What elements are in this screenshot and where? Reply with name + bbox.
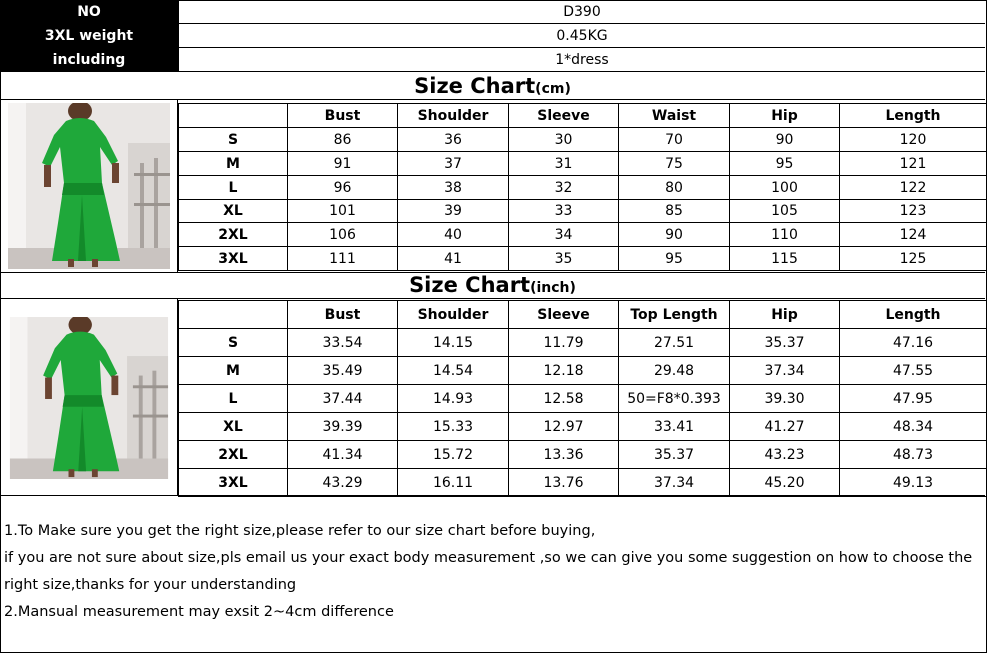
table-cell: 90 <box>730 128 840 152</box>
info-row-weight <box>0 24 985 48</box>
inch-size-table <box>178 300 987 497</box>
header-cell <box>179 301 288 329</box>
table-cell: 120 <box>840 128 987 152</box>
table-cell: 50=F8*0.393 <box>619 385 730 413</box>
table-cell: 15.33 <box>398 413 509 441</box>
table-header-row <box>179 104 987 128</box>
table-row <box>179 385 987 413</box>
size-label: L <box>179 385 288 413</box>
header-cell: Sleeve <box>509 301 619 329</box>
table-cell: 14.54 <box>398 357 509 385</box>
header-cell: Bust <box>288 301 398 329</box>
table-cell: 121 <box>840 152 987 176</box>
table-row <box>179 128 987 152</box>
size-label: L <box>179 176 288 200</box>
model-green-dress-photo-icon <box>8 103 170 269</box>
table-row <box>179 176 987 200</box>
info-label: including <box>0 48 178 72</box>
table-cell: 43.29 <box>288 469 398 497</box>
table-cell: 41.27 <box>730 413 840 441</box>
table-cell: 111 <box>288 247 398 271</box>
table-header-row <box>179 301 987 329</box>
table-cell: 75 <box>619 152 730 176</box>
table-row <box>179 469 987 497</box>
table-cell: 122 <box>840 176 987 200</box>
info-value: 0.45KG <box>178 24 985 48</box>
table-cell: 91 <box>288 152 398 176</box>
chart-title-text: Size Chart <box>409 273 531 297</box>
header-cell: Waist <box>619 104 730 128</box>
table-cell: 39.39 <box>288 413 398 441</box>
table-cell: 90 <box>619 223 730 247</box>
table-cell: 123 <box>840 200 987 223</box>
table-cell: 33.41 <box>619 413 730 441</box>
table-cell: 12.58 <box>509 385 619 413</box>
table-cell: 48.73 <box>840 441 987 469</box>
table-cell: 124 <box>840 223 987 247</box>
table-cell: 27.51 <box>619 329 730 357</box>
info-value: D390 <box>178 0 985 24</box>
table-cell: 31 <box>509 152 619 176</box>
header-cell: Sleeve <box>509 104 619 128</box>
table-cell: 106 <box>288 223 398 247</box>
model-green-dress-photo-icon <box>8 317 170 479</box>
cm-size-table <box>178 103 987 271</box>
table-cell: 40 <box>398 223 509 247</box>
size-label: 2XL <box>179 441 288 469</box>
table-cell: 95 <box>619 247 730 271</box>
table-cell: 13.76 <box>509 469 619 497</box>
table-cell: 86 <box>288 128 398 152</box>
table-cell: 12.18 <box>509 357 619 385</box>
header-cell: Hip <box>730 104 840 128</box>
header-cell <box>179 104 288 128</box>
table-cell: 70 <box>619 128 730 152</box>
info-label: NO <box>0 0 178 24</box>
cm-chart-title <box>0 73 985 100</box>
table-cell: 110 <box>730 223 840 247</box>
table-cell: 35.37 <box>730 329 840 357</box>
note-line: right size,thanks for your understanding <box>4 577 297 593</box>
table-row <box>179 357 987 385</box>
table-cell: 95 <box>730 152 840 176</box>
inch-chart-title <box>0 272 985 299</box>
size-label: 3XL <box>179 247 288 271</box>
size-label: S <box>179 128 288 152</box>
table-cell: 41 <box>398 247 509 271</box>
header-cell: Top Length <box>619 301 730 329</box>
header-cell: Shoulder <box>398 301 509 329</box>
table-cell: 15.72 <box>398 441 509 469</box>
size-label: S <box>179 329 288 357</box>
table-cell: 37 <box>398 152 509 176</box>
table-cell: 49.13 <box>840 469 987 497</box>
table-cell: 47.95 <box>840 385 987 413</box>
table-cell: 85 <box>619 200 730 223</box>
header-cell: Bust <box>288 104 398 128</box>
table-cell: 41.34 <box>288 441 398 469</box>
size-label: M <box>179 152 288 176</box>
chart-title-text: Size Chart <box>414 74 536 98</box>
table-cell: 37.44 <box>288 385 398 413</box>
table-cell: 33.54 <box>288 329 398 357</box>
table-cell: 47.16 <box>840 329 987 357</box>
table-cell: 39.30 <box>730 385 840 413</box>
table-cell: 35.37 <box>619 441 730 469</box>
table-cell: 47.55 <box>840 357 987 385</box>
model-photo-cm <box>0 100 178 272</box>
table-cell: 33 <box>509 200 619 223</box>
table-row <box>179 441 987 469</box>
table-row <box>179 200 987 223</box>
note-line: 1.To Make sure you get the right size,please refer to our size chart before buying, <box>4 523 596 539</box>
table-cell: 125 <box>840 247 987 271</box>
header-cell: Length <box>840 301 987 329</box>
table-cell: 115 <box>730 247 840 271</box>
info-row-no <box>0 0 985 24</box>
table-row <box>179 329 987 357</box>
table-cell: 13.36 <box>509 441 619 469</box>
table-row <box>179 223 987 247</box>
table-cell: 16.11 <box>398 469 509 497</box>
table-cell: 48.34 <box>840 413 987 441</box>
table-cell: 14.15 <box>398 329 509 357</box>
table-cell: 14.93 <box>398 385 509 413</box>
note-line: 2.Mansual measurement may exsit 2~4cm difference <box>4 604 394 620</box>
table-cell: 37.34 <box>730 357 840 385</box>
table-cell: 38 <box>398 176 509 200</box>
table-row <box>179 152 987 176</box>
table-cell: 12.97 <box>509 413 619 441</box>
info-row-including <box>0 48 985 72</box>
table-cell: 80 <box>619 176 730 200</box>
table-cell: 11.79 <box>509 329 619 357</box>
info-value: 1*dress <box>178 48 985 72</box>
size-label: 2XL <box>179 223 288 247</box>
model-photo-inch <box>0 299 178 496</box>
table-cell: 45.20 <box>730 469 840 497</box>
info-label: 3XL weight <box>0 24 178 48</box>
table-cell: 39 <box>398 200 509 223</box>
table-row <box>179 413 987 441</box>
table-cell: 101 <box>288 200 398 223</box>
table-cell: 105 <box>730 200 840 223</box>
table-cell: 29.48 <box>619 357 730 385</box>
header-cell: Hip <box>730 301 840 329</box>
table-cell: 35.49 <box>288 357 398 385</box>
table-cell: 32 <box>509 176 619 200</box>
size-label: M <box>179 357 288 385</box>
header-cell: Length <box>840 104 987 128</box>
chart-unit: (inch) <box>530 280 576 296</box>
table-cell: 37.34 <box>619 469 730 497</box>
table-cell: 43.23 <box>730 441 840 469</box>
notes-divider <box>0 495 985 496</box>
table-cell: 96 <box>288 176 398 200</box>
size-label: XL <box>179 200 288 223</box>
size-label: XL <box>179 413 288 441</box>
chart-unit: (cm) <box>535 81 571 97</box>
table-cell: 100 <box>730 176 840 200</box>
table-cell: 34 <box>509 223 619 247</box>
size-label: 3XL <box>179 469 288 497</box>
note-line: if you are not sure about size,pls email us your exact body measurement ,so we can give you some suggestion on how to choose the <box>4 550 973 566</box>
header-cell: Shoulder <box>398 104 509 128</box>
table-cell: 30 <box>509 128 619 152</box>
table-cell: 36 <box>398 128 509 152</box>
table-cell: 35 <box>509 247 619 271</box>
notes-section <box>4 518 979 626</box>
table-row <box>179 247 987 271</box>
